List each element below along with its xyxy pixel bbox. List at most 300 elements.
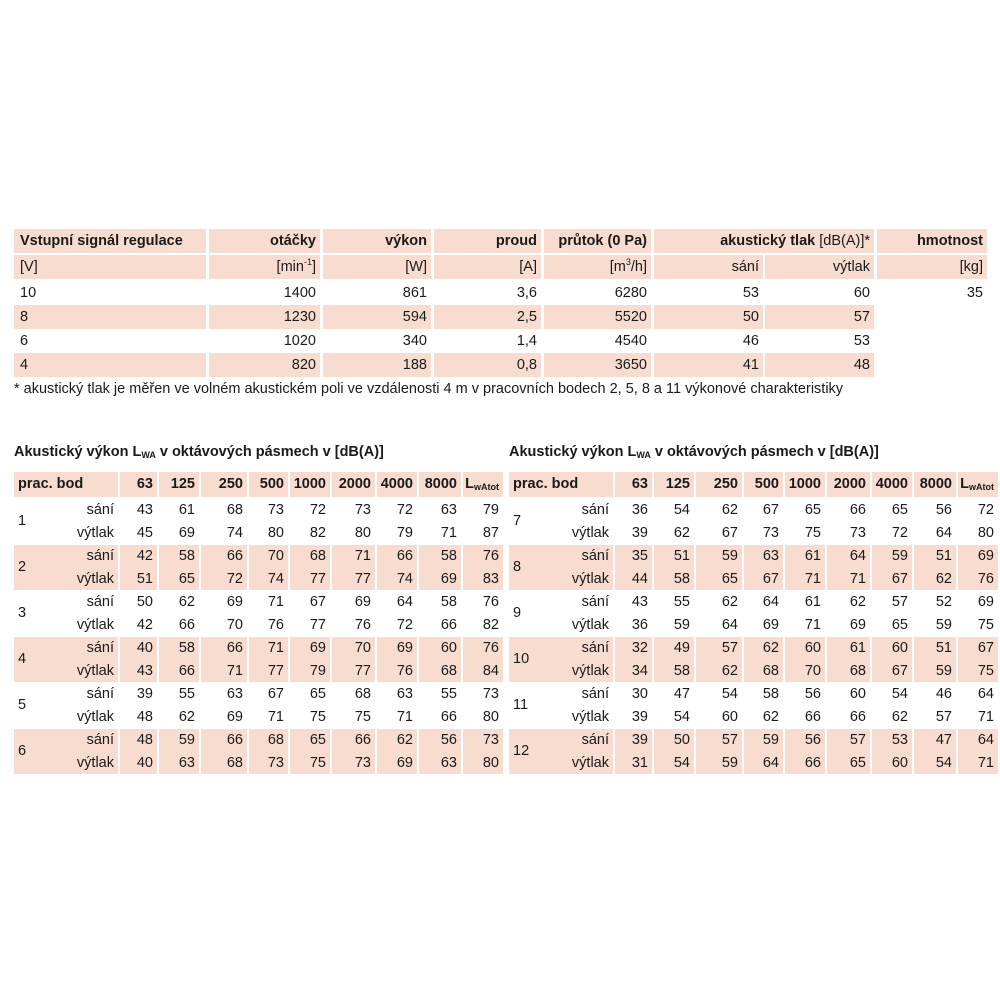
table-cell: 51 [935,548,952,564]
octave-title-suffix: v oktávových pásmech v [dB(A)] [155,444,384,460]
header-band: 1000 [785,472,825,497]
table-cell: 82 [309,525,326,541]
table-cell: 58 [178,548,195,564]
table-cell: 65 [721,571,738,587]
octave-group [509,637,994,682]
table-cell: 66 [849,502,866,518]
table-cell: 58 [673,663,690,679]
suction-label: sání [581,502,609,518]
table-cell: 72 [226,571,243,587]
table-cell: 36 [631,502,648,518]
table-cell: 59 [673,617,690,633]
table-cell: 69 [977,548,994,564]
table-cell: 69 [226,709,243,725]
table-cell: 67 [891,571,908,587]
table-cell: 80 [267,525,284,541]
table-cell: 48 [136,709,153,725]
table-cell: 65 [309,732,326,748]
table-cell: 58 [440,548,457,564]
table-cell: 62 [762,640,779,656]
table-row [509,614,994,636]
table-cell: 61 [804,548,821,564]
table-row [14,591,499,613]
table-row [509,752,994,774]
table-cell: 67 [721,525,738,541]
cell-rpm: 820 [209,353,320,377]
table-row [509,522,994,544]
header-signal: Vstupní signál regulace [14,229,206,253]
table-cell: 60 [891,755,908,771]
table-cell: 76 [977,571,994,587]
table-cell: 64 [762,594,779,610]
table-cell: 66 [178,663,195,679]
table-row [14,545,499,567]
table-cell: 68 [309,548,326,564]
table-cell: 69 [440,571,457,587]
table-cell: 64 [721,617,738,633]
table-cell: 65 [891,617,908,633]
table-cell: 72 [396,502,413,518]
discharge-label: výtlak [571,617,609,633]
table-cell: 65 [849,755,866,771]
cell-power: 861 [402,285,427,301]
table-cell: 71 [354,548,371,564]
table-row [509,499,994,521]
table-cell: 59 [935,617,952,633]
table-units-row [0,255,1000,279]
table-cell: 39 [631,709,648,725]
table-cell: 63 [178,755,195,771]
table-cell: 66 [354,732,371,748]
table-cell: 80 [977,525,994,541]
table-cell: 54 [673,502,690,518]
table-cell: 67 [977,640,994,656]
work-point-number: 12 [513,743,530,759]
table-cell: 66 [804,709,821,725]
octave-title-prefix: Akustický výkon L [14,444,142,460]
cell-signal: 10 [20,285,37,301]
unit-power: [W] [323,255,431,279]
table-cell: 65 [178,571,195,587]
cell-signal: 4 [14,353,206,377]
header-sound-pressure [654,229,874,253]
table-cell: 58 [178,640,195,656]
header-band: 250 [696,472,742,497]
cell-discharge: 60 [853,285,870,301]
unit-rpm-close: ] [311,259,316,275]
table-cell: 42 [136,548,153,564]
table-cell: 62 [935,571,952,587]
table-row [509,545,994,567]
table-cell: 30 [631,686,648,702]
header-total [958,472,998,497]
table-row [509,591,994,613]
header-band: 125 [159,472,199,497]
work-point-number: 7 [513,513,522,529]
cell-rpm: 1020 [283,333,316,349]
table-cell: 56 [804,732,821,748]
cell-discharge: 57 [765,305,874,329]
table-header-row [0,229,1000,253]
table-cell: 69 [178,525,195,541]
cell-suction: 50 [654,305,763,329]
table-cell: 68 [226,502,243,518]
cell-weight: 35 [966,285,983,301]
table-cell: 64 [762,755,779,771]
header-band: 4000 [377,472,417,497]
header-band: 500 [249,472,288,497]
table-cell: 71 [977,755,994,771]
table-cell: 64 [396,594,413,610]
unit-rpm-base: [min [276,259,304,275]
table-cell: 77 [309,617,326,633]
octave-title-prefix: Akustický výkon L [509,444,637,460]
table-cell: 57 [721,640,738,656]
table-cell: 65 [309,686,326,702]
octave-title-suffix: v oktávových pásmech v [dB(A)] [650,444,879,460]
table-cell: 80 [354,525,371,541]
table-cell: 56 [935,502,952,518]
unit-flow [544,255,651,279]
table-cell: 64 [935,525,952,541]
table-cell: 73 [267,502,284,518]
unit-suction: sání [654,255,763,279]
table-cell: 35 [631,548,648,564]
octave-header-row [14,472,499,497]
octave-group [14,545,499,590]
octave-group [509,729,994,774]
table-cell: 69 [354,594,371,610]
table-cell: 47 [935,732,952,748]
table-cell: 43 [136,502,153,518]
table-cell: 51 [673,548,690,564]
table-cell: 75 [309,709,326,725]
cell-rpm: 1230 [209,305,320,329]
table-cell: 36 [631,617,648,633]
table-cell: 72 [977,502,994,518]
work-point-number: 8 [513,559,522,575]
suction-label: sání [86,502,114,518]
table-cell: 54 [935,755,952,771]
octave-group [509,499,994,544]
table-cell: 87 [482,525,499,541]
table-cell: 60 [440,640,457,656]
work-point-number: 5 [18,697,27,713]
unit-flow-exponent: 3 [625,257,631,268]
table-cell: 62 [178,594,195,610]
table-cell: 77 [354,571,371,587]
header-power: výkon [323,229,431,253]
table-cell: 76 [267,617,284,633]
suction-label: sání [581,548,609,564]
table-cell: 32 [631,640,648,656]
table-row [14,752,499,774]
table-cell: 53 [891,732,908,748]
table-cell: 70 [267,548,284,564]
cell-current: 3,6 [516,285,537,301]
table-cell: 54 [673,755,690,771]
header-work-point: prac. bod [509,472,613,497]
table-cell: 57 [721,732,738,748]
table-cell: 43 [631,594,648,610]
cell-flow: 5520 [544,305,651,329]
table-cell: 75 [804,525,821,541]
table-cell: 59 [891,548,908,564]
header-total-subscript: wAtot [474,482,499,492]
table-cell: 82 [482,617,499,633]
table-cell: 71 [849,571,866,587]
table-cell: 54 [673,709,690,725]
table-cell: 58 [673,571,690,587]
table-cell: 62 [762,709,779,725]
table-cell: 62 [849,594,866,610]
table-cell: 66 [849,709,866,725]
header-band: 8000 [419,472,461,497]
table-cell: 59 [762,732,779,748]
cell-suction: 41 [654,353,763,377]
table-cell: 62 [396,732,413,748]
table-cell: 74 [396,571,413,587]
table-cell: 69 [309,640,326,656]
table-cell: 62 [891,709,908,725]
octave-title-subscript: WA [636,450,651,460]
table-cell: 57 [849,732,866,748]
cell-suction: 46 [742,333,759,349]
header-sound-pressure-unit: [dB(A)]* [819,233,870,249]
table-cell: 59 [935,663,952,679]
table-row [509,729,994,751]
table-cell: 46 [935,686,952,702]
suction-label: sání [86,686,114,702]
table-cell: 34 [631,663,648,679]
work-point-number: 3 [18,605,27,621]
table-cell: 74 [267,571,284,587]
table-cell: 68 [440,663,457,679]
suction-label: sání [581,594,609,610]
table-cell: 58 [440,594,457,610]
table-cell: 80 [482,755,499,771]
table-cell: 43 [136,663,153,679]
table-cell: 66 [396,548,413,564]
table-cell: 84 [482,663,499,679]
octave-title [509,444,879,460]
table-cell: 71 [267,594,284,610]
table-cell: 68 [849,663,866,679]
table-row [14,637,499,659]
table-cell: 66 [226,732,243,748]
table-cell: 54 [891,686,908,702]
table-cell: 39 [631,732,648,748]
unit-rpm-exponent: -1 [303,257,312,268]
cell-flow: 3650 [544,353,651,377]
table-cell: 64 [977,732,994,748]
header-band: 125 [654,472,694,497]
table-cell: 60 [891,640,908,656]
table-cell: 67 [891,663,908,679]
table-cell: 69 [849,617,866,633]
unit-flow-close: /h] [630,259,647,275]
table-cell: 50 [673,732,690,748]
work-point-number: 6 [18,743,27,759]
table-cell: 71 [440,525,457,541]
table-cell: 59 [721,548,738,564]
table-cell: 63 [440,502,457,518]
suction-label: sání [581,640,609,656]
table-row [14,706,499,728]
table-cell: 70 [226,617,243,633]
table-cell: 71 [396,709,413,725]
unit-flow-base: [m [609,259,626,275]
discharge-label: výtlak [76,617,114,633]
header-sound-pressure-label: akustický tlak [720,233,816,249]
table-row [14,522,499,544]
discharge-label: výtlak [76,709,114,725]
table-cell: 59 [721,755,738,771]
suction-label: sání [86,594,114,610]
table-cell: 71 [804,617,821,633]
table-cell: 56 [804,686,821,702]
header-band: 2000 [332,472,375,497]
cell-power: 340 [402,333,427,349]
header-band: 8000 [914,472,956,497]
table-cell: 55 [178,686,195,702]
table-cell: 83 [482,571,499,587]
suction-label: sání [86,548,114,564]
table-cell: 60 [849,686,866,702]
table-cell: 66 [226,548,243,564]
table-cell: 61 [849,640,866,656]
octave-group [14,637,499,682]
table-cell: 67 [267,686,284,702]
table-cell: 79 [396,525,413,541]
table-cell: 63 [396,686,413,702]
discharge-label: výtlak [76,525,114,541]
table-cell: 51 [935,640,952,656]
table-cell: 62 [178,709,195,725]
table-cell: 70 [804,663,821,679]
cell-discharge: 48 [765,353,874,377]
header-flow: průtok (0 Pa) [544,229,651,253]
table-cell: 72 [891,525,908,541]
table-cell: 59 [178,732,195,748]
octave-title-subscript: WA [141,450,156,460]
table-cell: 69 [396,755,413,771]
work-point-number: 4 [18,651,27,667]
table-cell: 50 [136,594,153,610]
discharge-label: výtlak [571,525,609,541]
header-band: 63 [615,472,652,497]
header-total-label: L [960,476,969,492]
discharge-label: výtlak [571,663,609,679]
table-cell: 68 [267,732,284,748]
table-cell: 63 [440,755,457,771]
cell-suction: 53 [742,285,759,301]
table-cell: 56 [440,732,457,748]
table-cell: 39 [631,525,648,541]
cell-current: 1,4 [516,333,537,349]
table-cell: 80 [482,709,499,725]
cell-rpm: 1400 [283,285,316,301]
table-cell: 65 [804,502,821,518]
cell-current: 2,5 [434,305,541,329]
table-cell: 76 [396,663,413,679]
cell-power: 594 [323,305,431,329]
table-cell: 45 [136,525,153,541]
octave-group [14,683,499,728]
table-cell: 31 [631,755,648,771]
table-cell: 67 [309,594,326,610]
table-cell: 73 [482,732,499,748]
table-row [14,568,499,590]
table-cell: 62 [721,663,738,679]
table-cell: 76 [482,548,499,564]
table-row [14,614,499,636]
table-cell: 39 [136,686,153,702]
suction-label: sání [86,732,114,748]
table-cell: 55 [440,686,457,702]
table-cell: 64 [849,548,866,564]
table-row [0,353,1000,377]
discharge-label: výtlak [76,663,114,679]
octave-group [14,729,499,774]
table-cell: 61 [178,502,195,518]
table-row [0,281,1000,305]
table-cell: 66 [440,617,457,633]
discharge-label: výtlak [571,709,609,725]
table-cell: 73 [267,755,284,771]
table-cell: 66 [804,755,821,771]
table-cell: 71 [977,709,994,725]
table-cell: 68 [762,663,779,679]
octave-group [509,683,994,728]
table-cell: 72 [396,617,413,633]
table-cell: 55 [673,594,690,610]
header-band: 1000 [290,472,330,497]
table-cell: 40 [136,640,153,656]
octave-group [14,499,499,544]
table-row [14,683,499,705]
unit-current: [A] [434,255,541,279]
table-cell: 76 [354,617,371,633]
unit-weight: [kg] [877,255,987,279]
cell-flow: 4540 [614,333,647,349]
header-total-label: L [465,476,474,492]
table-cell: 70 [354,640,371,656]
table-row [509,706,994,728]
table-cell: 49 [673,640,690,656]
discharge-label: výtlak [571,755,609,771]
unit-rpm [209,255,320,279]
table-cell: 67 [762,571,779,587]
suction-label: sání [581,732,609,748]
table-cell: 68 [226,755,243,771]
work-point-number: 10 [513,651,530,667]
table-cell: 76 [482,594,499,610]
header-current: proud [434,229,541,253]
cell-signal: 6 [20,333,29,349]
table-cell: 76 [482,640,499,656]
table-cell: 69 [762,617,779,633]
table-cell: 73 [762,525,779,541]
header-band: 500 [744,472,783,497]
table-cell: 75 [977,663,994,679]
table-cell: 68 [354,686,371,702]
table-row [509,683,994,705]
table-cell: 71 [226,663,243,679]
table-cell: 71 [267,640,284,656]
octave-group [509,591,994,636]
header-band: 250 [201,472,247,497]
